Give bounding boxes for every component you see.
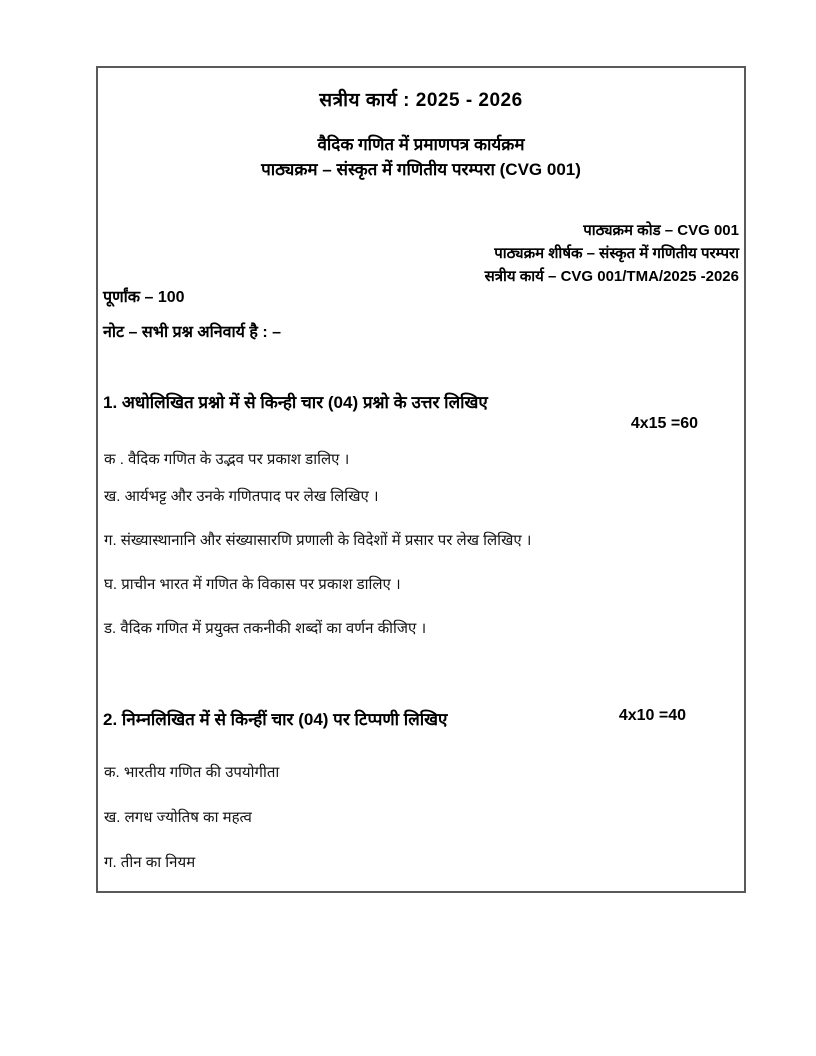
session-title: सत्रीय कार्य : 2025 - 2026 [319, 90, 523, 111]
question-1-heading: 1. अधोलिखित प्रश्नो में से किन्ही चार (04) प्रश्नो के उत्तर लिखिए [103, 393, 488, 412]
question-1-item-gha: घ. प्राचीन भारत में गणित के विकास पर प्रकाश डालिए । [104, 576, 401, 593]
document-border-frame [96, 66, 746, 893]
question-2-marks: 4x10 =40 [618, 707, 686, 724]
assignment-code-line: सत्रीय कार्य – CVG 001/TMA/2025 -2026 [484, 268, 739, 285]
course-meta-block [485, 219, 739, 288]
full-marks-line: पूर्णांक – 100 [103, 289, 185, 306]
question-2-item-ga: ग. तीन का नियम [104, 854, 196, 871]
question-2-item-kha: ख. लगध ज्योतिष का महत्व [104, 809, 252, 826]
question-2-heading: 2. निम्नलिखित में से किन्हीं चार (04) पर टिप्पणी लिखिए [103, 710, 448, 729]
question-1-item-ga: ग. संख्यास्थानानि और संख्यासारणि प्रणाली के विदेशों में प्रसार पर लेख लिखिए । [104, 532, 532, 549]
question-1-item-kha: ख. आर्यभट्ट और उनके गणितपाद पर लेख लिखिए । [104, 488, 379, 505]
program-title: वैदिक गणित में प्रमाणपत्र कार्यक्रम [317, 135, 525, 154]
note-line: नोट – सभी प्रश्न अनिवार्य है : – [103, 324, 282, 341]
course-title-line: पाठ्यक्रम – संस्कृत में गणितीय परम्परा (CVG 001) [261, 160, 581, 179]
question-1-item-nga: ड. वैदिक गणित में प्रयुक्त तकनीकी शब्दों का वर्णन कीजिए । [104, 620, 427, 637]
question-2-item-ka: क. भारतीय गणित की उपयोगीता [104, 764, 280, 781]
question-1-item-ka: क . वैदिक गणित के उद्भव पर प्रकाश डालिए । [104, 451, 350, 468]
course-title-meta-line: पाठ्यक्रम शीर्षक – संस्कृत में गणितीय परम्परा [494, 245, 739, 262]
question-1-marks: 4x15 =60 [630, 415, 698, 432]
course-code-line: पाठ्यक्रम कोड – CVG 001 [583, 222, 739, 239]
